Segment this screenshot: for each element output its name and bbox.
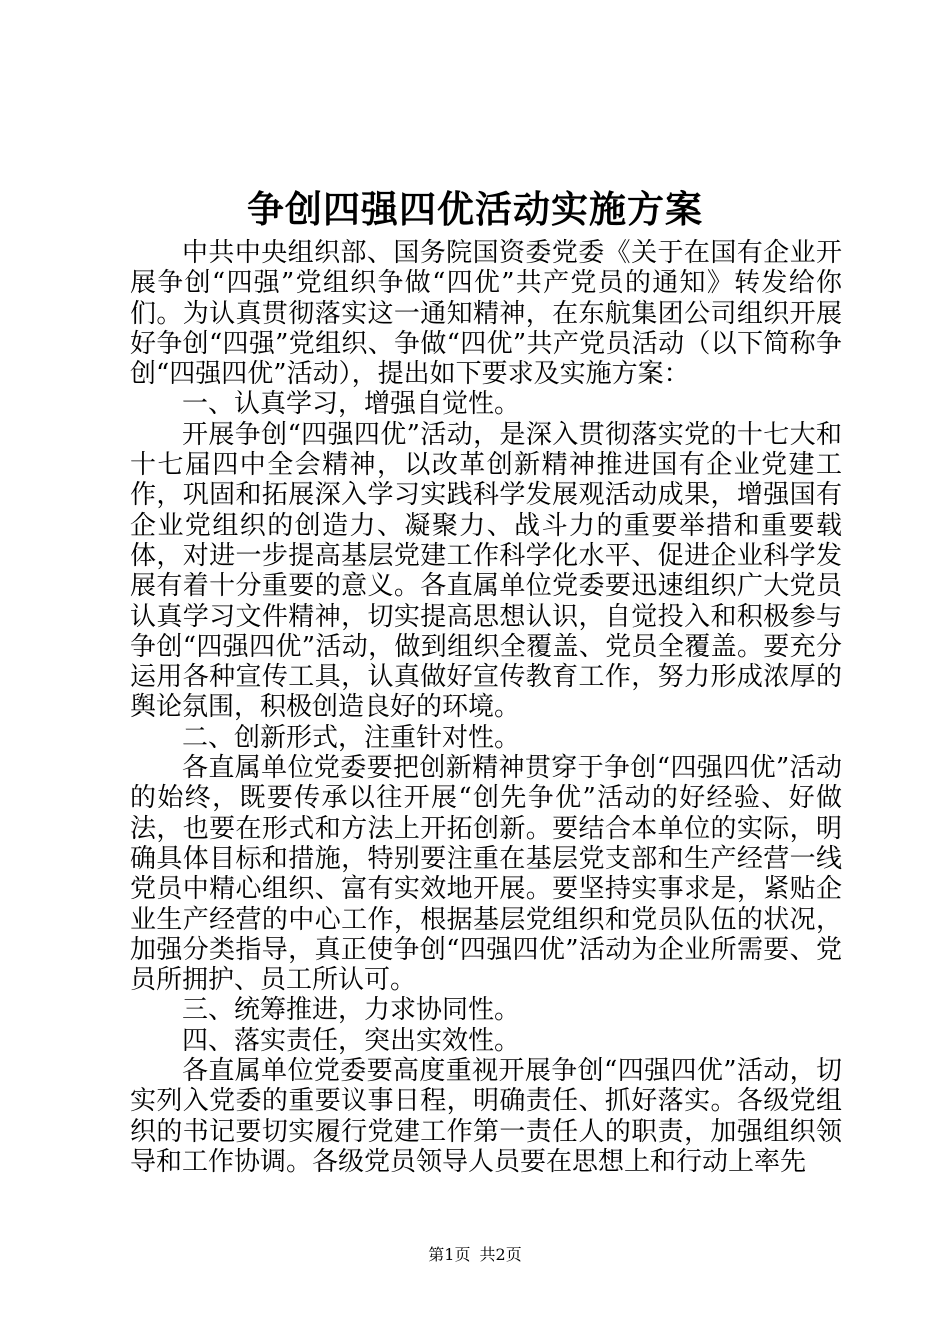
paragraph-intro: 中共中央组织部、国务院国资委党委《关于在国有企业开展争创“四强”党组织争做“四优”共产党员的通知》转发给你们。为认真贯彻落实这一通知精神，在东航集团公司组织开展好争创“四强”党组织、争做“四优”共产党员活动（以下简称争创“四强四优”活动），提出如下要求及实施方案： [130,238,842,390]
paragraph-section-4: 各直属单位党委要高度重视开展争创“四强四优”活动，切实列入党委的重要议事日程，明确责任、抓好落实。各级党组织的书记要切实履行党建工作第一责任人的职责，加强组织领导和工作协调。各级党员领导人员要在思想上和行动上率先 [130,1056,842,1177]
section-heading-3: 三、统筹推进，力求协同性。 [182,995,521,1026]
page-footer [0,1244,950,1266]
paragraph-section-1: 开展争创“四强四优”活动，是深入贯彻落实党的十七大和十七届四中全会精神，以改革创新精神推进国有企业党建工作，巩固和拓展深入学习实践科学发展观活动成果，增强国有企业党组织的创造力、凝聚力、战斗力的重要举措和重要载体，对进一步提高基层党建工作科学化水平、促进企业科学发展有着十分重要的意义。各直属单位党委要迅速组织广大党员认真学习文件精神，切实提高思想认识，自觉投入和积极参与争创“四强四优”活动，做到组织全覆盖、党员全覆盖。要充分运用各种宣传工具，认真做好宣传教育工作，努力形成浓厚的舆论氛围，积极创造良好的环境。 [130,419,842,723]
document-body [130,238,842,1177]
document-title: 争创四强四优活动实施方案 [247,187,703,231]
section-heading-4: 四、落实责任，突出实效性。 [182,1025,521,1056]
page-number-total: 共2页 [479,1245,522,1264]
section-heading-2: 二、创新形式，注重针对性。 [182,722,521,753]
section-heading-1: 一、认真学习，增强自觉性。 [182,389,521,420]
page-number-current: 第1页 [428,1245,471,1264]
paragraph-section-2: 各直属单位党委要把创新精神贯穿于争创“四强四优”活动的始终，既要传承以往开展“创先争优”活动的好经验、好做法，也要在形式和方法上开拓创新。要结合本单位的实际，明确具体目标和措施，特别要注重在基层党支部和生产经营一线党员中精心组织、富有实效地开展。要坚持实事求是，紧贴企业生产经营的中心工作，根据基层党组织和党员队伍的状况，加强分类指导，真正使争创“四强四优”活动为企业所需要、党员所拥护、员工所认可。 [130,753,842,996]
